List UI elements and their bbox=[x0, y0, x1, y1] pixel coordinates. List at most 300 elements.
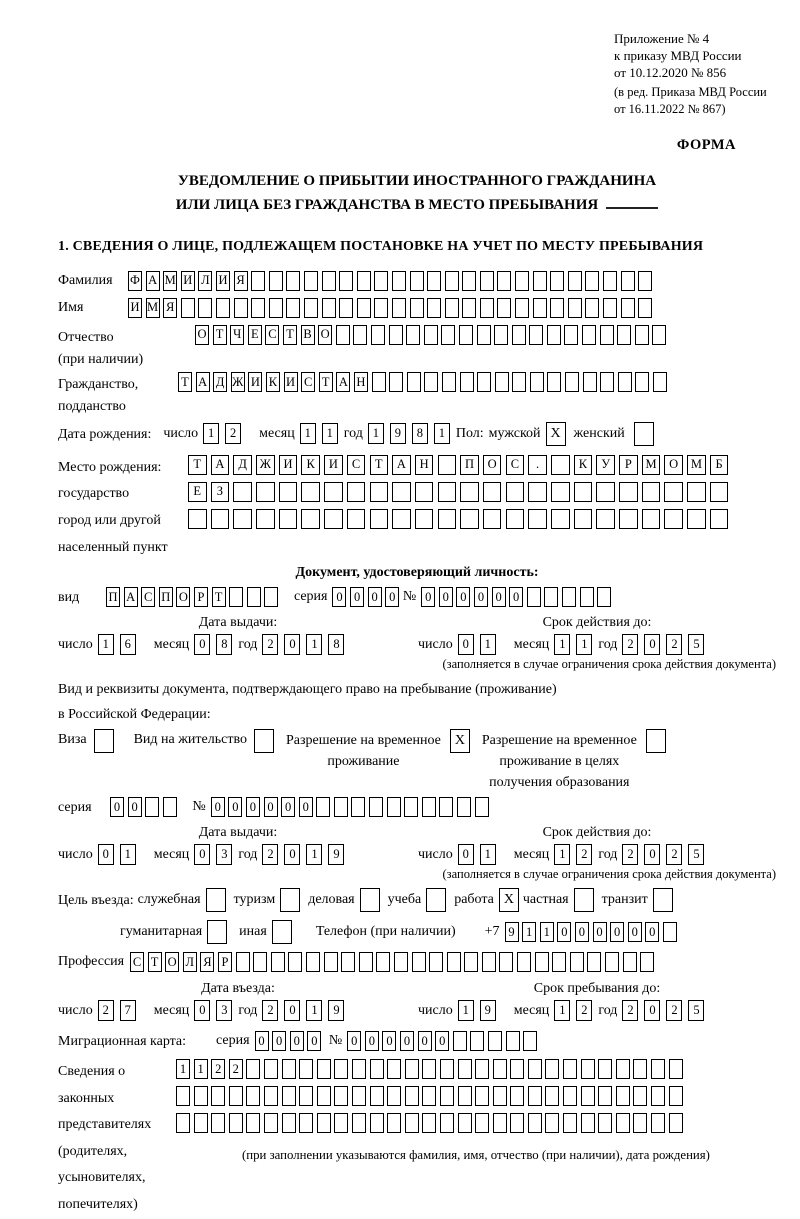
char-cell[interactable] bbox=[334, 1059, 348, 1079]
purpose-other-checkbox[interactable] bbox=[272, 920, 292, 944]
char-cell[interactable] bbox=[551, 455, 570, 475]
char-cell[interactable]: К bbox=[266, 372, 280, 392]
char-cell[interactable] bbox=[563, 1059, 577, 1079]
char-cell[interactable]: 0 bbox=[299, 797, 313, 817]
char-cell[interactable] bbox=[499, 952, 513, 972]
char-cell[interactable]: 0 bbox=[365, 1031, 379, 1051]
char-cell[interactable] bbox=[459, 325, 473, 345]
char-cell[interactable] bbox=[574, 482, 593, 502]
char-cell[interactable] bbox=[512, 325, 526, 345]
char-cell[interactable] bbox=[374, 271, 388, 291]
char-cell[interactable] bbox=[351, 797, 365, 817]
char-cell[interactable] bbox=[347, 509, 366, 529]
char-cell[interactable]: 2 bbox=[262, 634, 278, 655]
char-cell[interactable] bbox=[635, 325, 649, 345]
char-cell[interactable] bbox=[617, 325, 631, 345]
char-cell[interactable] bbox=[506, 509, 525, 529]
char-cell[interactable] bbox=[404, 797, 418, 817]
char-cell[interactable] bbox=[562, 587, 576, 607]
char-cell[interactable]: П bbox=[106, 587, 120, 607]
char-cell[interactable] bbox=[299, 1113, 313, 1133]
char-cell[interactable] bbox=[288, 952, 302, 972]
char-cell[interactable] bbox=[376, 952, 390, 972]
char-cell[interactable]: 9 bbox=[480, 1000, 496, 1021]
char-cell[interactable]: Л bbox=[198, 271, 212, 291]
char-cell[interactable]: И bbox=[284, 372, 298, 392]
char-cell[interactable] bbox=[585, 298, 599, 318]
char-cell[interactable] bbox=[664, 482, 683, 502]
char-cell[interactable] bbox=[510, 1086, 524, 1106]
char-cell[interactable]: 0 bbox=[211, 797, 225, 817]
char-cell[interactable]: 5 bbox=[688, 1000, 704, 1021]
char-cell[interactable]: 0 bbox=[439, 587, 453, 607]
char-cell[interactable]: М bbox=[687, 455, 706, 475]
char-cell[interactable] bbox=[462, 271, 476, 291]
char-cell[interactable]: Н bbox=[354, 372, 368, 392]
char-cell[interactable]: Т bbox=[370, 455, 389, 475]
char-cell[interactable] bbox=[710, 482, 729, 502]
char-cell[interactable] bbox=[246, 1113, 260, 1133]
char-cell[interactable]: Ф bbox=[128, 271, 142, 291]
char-cell[interactable]: 0 bbox=[418, 1031, 432, 1051]
char-cell[interactable] bbox=[279, 482, 298, 502]
char-cell[interactable]: 0 bbox=[307, 1031, 321, 1051]
char-cell[interactable]: 9 bbox=[328, 844, 344, 865]
char-cell[interactable]: С bbox=[141, 587, 155, 607]
char-cell[interactable]: 1 bbox=[300, 423, 316, 444]
char-cell[interactable]: А bbox=[196, 372, 210, 392]
char-cell[interactable] bbox=[286, 298, 300, 318]
char-cell[interactable] bbox=[347, 482, 366, 502]
char-cell[interactable]: С bbox=[265, 325, 279, 345]
char-cell[interactable] bbox=[642, 482, 661, 502]
char-cell[interactable]: 0 bbox=[644, 844, 660, 865]
char-cell[interactable] bbox=[269, 298, 283, 318]
char-cell[interactable]: 2 bbox=[622, 844, 638, 865]
char-cell[interactable]: О bbox=[318, 325, 332, 345]
char-cell[interactable] bbox=[512, 372, 526, 392]
char-cell[interactable] bbox=[638, 271, 652, 291]
char-cell[interactable] bbox=[563, 1113, 577, 1133]
char-cell[interactable]: 2 bbox=[622, 1000, 638, 1021]
char-cell[interactable] bbox=[598, 1086, 612, 1106]
char-cell[interactable]: И bbox=[128, 298, 142, 318]
char-cell[interactable]: 0 bbox=[575, 922, 589, 942]
char-cell[interactable] bbox=[483, 509, 502, 529]
char-cell[interactable]: И bbox=[279, 455, 298, 475]
char-cell[interactable] bbox=[422, 797, 436, 817]
char-cell[interactable] bbox=[251, 271, 265, 291]
purpose-official-checkbox[interactable] bbox=[206, 888, 226, 912]
char-cell[interactable] bbox=[563, 1086, 577, 1106]
char-cell[interactable] bbox=[528, 1059, 542, 1079]
char-cell[interactable]: Т bbox=[283, 325, 297, 345]
char-cell[interactable] bbox=[334, 1086, 348, 1106]
char-cell[interactable]: 1 bbox=[554, 1000, 570, 1021]
char-cell[interactable] bbox=[282, 1113, 296, 1133]
char-cell[interactable]: 2 bbox=[211, 1059, 225, 1079]
char-cell[interactable]: П bbox=[159, 587, 173, 607]
char-cell[interactable] bbox=[163, 797, 177, 817]
char-cell[interactable] bbox=[651, 1059, 665, 1079]
char-cell[interactable]: Я bbox=[234, 271, 248, 291]
char-cell[interactable] bbox=[497, 298, 511, 318]
char-cell[interactable]: 2 bbox=[666, 634, 682, 655]
char-cell[interactable] bbox=[462, 298, 476, 318]
char-cell[interactable] bbox=[545, 1086, 559, 1106]
char-cell[interactable] bbox=[515, 271, 529, 291]
char-cell[interactable] bbox=[585, 271, 599, 291]
char-cell[interactable]: 0 bbox=[557, 922, 571, 942]
char-cell[interactable] bbox=[550, 298, 564, 318]
char-cell[interactable]: С bbox=[347, 455, 366, 475]
char-cell[interactable]: Д bbox=[233, 455, 252, 475]
char-cell[interactable] bbox=[442, 372, 456, 392]
char-cell[interactable] bbox=[640, 952, 654, 972]
char-cell[interactable] bbox=[372, 372, 386, 392]
char-cell[interactable] bbox=[527, 587, 541, 607]
char-cell[interactable]: 0 bbox=[284, 1000, 300, 1021]
char-cell[interactable] bbox=[264, 1059, 278, 1079]
char-cell[interactable] bbox=[424, 325, 438, 345]
char-cell[interactable]: 0 bbox=[456, 587, 470, 607]
char-cell[interactable] bbox=[619, 482, 638, 502]
char-cell[interactable] bbox=[580, 587, 594, 607]
char-cell[interactable] bbox=[194, 1086, 208, 1106]
char-cell[interactable] bbox=[392, 509, 411, 529]
char-cell[interactable] bbox=[530, 372, 544, 392]
char-cell[interactable]: 8 bbox=[216, 634, 232, 655]
char-cell[interactable]: 1 bbox=[194, 1059, 208, 1079]
char-cell[interactable] bbox=[387, 797, 401, 817]
char-cell[interactable] bbox=[317, 1059, 331, 1079]
char-cell[interactable] bbox=[304, 298, 318, 318]
char-cell[interactable] bbox=[497, 271, 511, 291]
char-cell[interactable]: Т bbox=[148, 952, 162, 972]
char-cell[interactable] bbox=[603, 298, 617, 318]
char-cell[interactable] bbox=[581, 1086, 595, 1106]
char-cell[interactable]: 7 bbox=[120, 1000, 136, 1021]
char-cell[interactable]: 0 bbox=[644, 1000, 660, 1021]
char-cell[interactable]: 0 bbox=[610, 922, 624, 942]
char-cell[interactable] bbox=[415, 482, 434, 502]
char-cell[interactable] bbox=[389, 372, 403, 392]
char-cell[interactable] bbox=[269, 271, 283, 291]
char-cell[interactable] bbox=[194, 1113, 208, 1133]
char-cell[interactable]: 1 bbox=[458, 1000, 474, 1021]
char-cell[interactable]: Р bbox=[619, 455, 638, 475]
char-cell[interactable] bbox=[353, 325, 367, 345]
char-cell[interactable]: Т bbox=[178, 372, 192, 392]
char-cell[interactable] bbox=[369, 797, 383, 817]
char-cell[interactable]: И bbox=[324, 455, 343, 475]
char-cell[interactable] bbox=[510, 1113, 524, 1133]
visa-checkbox[interactable] bbox=[94, 729, 114, 753]
char-cell[interactable] bbox=[483, 482, 502, 502]
char-cell[interactable]: 5 bbox=[688, 634, 704, 655]
char-cell[interactable] bbox=[357, 271, 371, 291]
char-cell[interactable] bbox=[410, 271, 424, 291]
char-cell[interactable] bbox=[545, 1059, 559, 1079]
purpose-private-checkbox[interactable] bbox=[574, 888, 594, 912]
char-cell[interactable]: 9 bbox=[505, 922, 519, 942]
char-cell[interactable] bbox=[256, 509, 275, 529]
char-cell[interactable] bbox=[405, 1086, 419, 1106]
char-cell[interactable]: Н bbox=[415, 455, 434, 475]
char-cell[interactable] bbox=[339, 298, 353, 318]
char-cell[interactable] bbox=[653, 372, 667, 392]
char-cell[interactable] bbox=[282, 1086, 296, 1106]
char-cell[interactable] bbox=[515, 298, 529, 318]
char-cell[interactable] bbox=[581, 1059, 595, 1079]
char-cell[interactable] bbox=[669, 1059, 683, 1079]
char-cell[interactable]: Л bbox=[183, 952, 197, 972]
char-cell[interactable]: 0 bbox=[458, 844, 474, 865]
char-cell[interactable] bbox=[188, 509, 207, 529]
char-cell[interactable] bbox=[211, 1086, 225, 1106]
char-cell[interactable] bbox=[304, 271, 318, 291]
char-cell[interactable]: 0 bbox=[400, 1031, 414, 1051]
char-cell[interactable] bbox=[405, 1113, 419, 1133]
char-cell[interactable] bbox=[410, 298, 424, 318]
char-cell[interactable] bbox=[568, 271, 582, 291]
char-cell[interactable] bbox=[583, 372, 597, 392]
char-cell[interactable]: Е bbox=[248, 325, 262, 345]
char-cell[interactable] bbox=[547, 325, 561, 345]
char-cell[interactable] bbox=[422, 1086, 436, 1106]
char-cell[interactable]: 0 bbox=[382, 1031, 396, 1051]
char-cell[interactable]: 0 bbox=[246, 797, 260, 817]
char-cell[interactable] bbox=[551, 482, 570, 502]
char-cell[interactable]: . bbox=[528, 455, 547, 475]
char-cell[interactable] bbox=[264, 1113, 278, 1133]
purpose-transit-checkbox[interactable] bbox=[653, 888, 673, 912]
char-cell[interactable] bbox=[424, 372, 438, 392]
char-cell[interactable]: 1 bbox=[322, 423, 338, 444]
char-cell[interactable]: К bbox=[574, 455, 593, 475]
char-cell[interactable] bbox=[415, 509, 434, 529]
char-cell[interactable] bbox=[246, 1059, 260, 1079]
char-cell[interactable] bbox=[198, 298, 212, 318]
char-cell[interactable] bbox=[535, 952, 549, 972]
char-cell[interactable] bbox=[282, 1059, 296, 1079]
char-cell[interactable]: У bbox=[596, 455, 615, 475]
char-cell[interactable] bbox=[528, 1113, 542, 1133]
char-cell[interactable] bbox=[322, 271, 336, 291]
char-cell[interactable] bbox=[357, 298, 371, 318]
char-cell[interactable] bbox=[587, 952, 601, 972]
char-cell[interactable] bbox=[406, 325, 420, 345]
char-cell[interactable] bbox=[475, 1113, 489, 1133]
char-cell[interactable] bbox=[480, 271, 494, 291]
char-cell[interactable] bbox=[316, 797, 330, 817]
char-cell[interactable] bbox=[669, 1113, 683, 1133]
char-cell[interactable] bbox=[493, 1059, 507, 1079]
char-cell[interactable] bbox=[445, 271, 459, 291]
char-cell[interactable] bbox=[387, 1113, 401, 1133]
char-cell[interactable] bbox=[568, 298, 582, 318]
char-cell[interactable] bbox=[460, 482, 479, 502]
char-cell[interactable]: Ж bbox=[256, 455, 275, 475]
char-cell[interactable] bbox=[441, 325, 455, 345]
char-cell[interactable]: Ч bbox=[230, 325, 244, 345]
char-cell[interactable] bbox=[687, 482, 706, 502]
char-cell[interactable] bbox=[633, 1086, 647, 1106]
char-cell[interactable] bbox=[322, 298, 336, 318]
char-cell[interactable] bbox=[145, 797, 159, 817]
char-cell[interactable]: 2 bbox=[576, 1000, 592, 1021]
char-cell[interactable] bbox=[233, 482, 252, 502]
char-cell[interactable] bbox=[234, 298, 248, 318]
char-cell[interactable]: О bbox=[195, 325, 209, 345]
char-cell[interactable] bbox=[458, 1086, 472, 1106]
residence-permit-checkbox[interactable] bbox=[254, 729, 274, 753]
char-cell[interactable]: 0 bbox=[332, 587, 346, 607]
char-cell[interactable] bbox=[460, 372, 474, 392]
char-cell[interactable] bbox=[529, 325, 543, 345]
char-cell[interactable] bbox=[370, 1086, 384, 1106]
char-cell[interactable] bbox=[633, 1113, 647, 1133]
char-cell[interactable]: С bbox=[301, 372, 315, 392]
char-cell[interactable]: Т bbox=[212, 587, 226, 607]
char-cell[interactable] bbox=[687, 509, 706, 529]
char-cell[interactable]: З bbox=[211, 482, 230, 502]
char-cell[interactable] bbox=[616, 1059, 630, 1079]
purpose-tourism-checkbox[interactable] bbox=[280, 888, 300, 912]
char-cell[interactable] bbox=[582, 325, 596, 345]
char-cell[interactable] bbox=[438, 455, 457, 475]
char-cell[interactable] bbox=[392, 298, 406, 318]
char-cell[interactable] bbox=[564, 325, 578, 345]
char-cell[interactable]: 1 bbox=[576, 634, 592, 655]
char-cell[interactable] bbox=[447, 952, 461, 972]
char-cell[interactable] bbox=[651, 1086, 665, 1106]
char-cell[interactable]: 2 bbox=[98, 1000, 114, 1021]
char-cell[interactable] bbox=[301, 509, 320, 529]
char-cell[interactable]: 1 bbox=[176, 1059, 190, 1079]
char-cell[interactable]: О bbox=[664, 455, 683, 475]
char-cell[interactable] bbox=[663, 922, 677, 942]
char-cell[interactable] bbox=[506, 1031, 520, 1051]
char-cell[interactable] bbox=[359, 952, 373, 972]
purpose-business-checkbox[interactable] bbox=[360, 888, 380, 912]
char-cell[interactable] bbox=[352, 1113, 366, 1133]
char-cell[interactable]: 2 bbox=[666, 844, 682, 865]
char-cell[interactable] bbox=[370, 482, 389, 502]
char-cell[interactable]: 0 bbox=[98, 844, 114, 865]
char-cell[interactable] bbox=[475, 797, 489, 817]
char-cell[interactable] bbox=[621, 271, 635, 291]
char-cell[interactable] bbox=[551, 509, 570, 529]
char-cell[interactable]: 1 bbox=[203, 423, 219, 444]
char-cell[interactable] bbox=[279, 509, 298, 529]
char-cell[interactable] bbox=[710, 509, 729, 529]
char-cell[interactable] bbox=[458, 1059, 472, 1079]
char-cell[interactable] bbox=[389, 325, 403, 345]
char-cell[interactable]: 8 bbox=[328, 634, 344, 655]
char-cell[interactable]: 0 bbox=[492, 587, 506, 607]
char-cell[interactable] bbox=[552, 952, 566, 972]
char-cell[interactable]: Р bbox=[194, 587, 208, 607]
char-cell[interactable] bbox=[422, 1059, 436, 1079]
char-cell[interactable]: 2 bbox=[262, 1000, 278, 1021]
char-cell[interactable] bbox=[598, 1059, 612, 1079]
char-cell[interactable]: П bbox=[460, 455, 479, 475]
char-cell[interactable]: Т bbox=[319, 372, 333, 392]
char-cell[interactable] bbox=[493, 1086, 507, 1106]
char-cell[interactable]: А bbox=[211, 455, 230, 475]
char-cell[interactable] bbox=[374, 298, 388, 318]
char-cell[interactable]: 0 bbox=[255, 1031, 269, 1051]
char-cell[interactable]: 3 bbox=[216, 844, 232, 865]
char-cell[interactable]: 1 bbox=[368, 423, 384, 444]
char-cell[interactable]: 0 bbox=[509, 587, 523, 607]
char-cell[interactable]: 1 bbox=[480, 844, 496, 865]
char-cell[interactable]: 0 bbox=[194, 1000, 210, 1021]
char-cell[interactable]: Е bbox=[188, 482, 207, 502]
char-cell[interactable]: 0 bbox=[290, 1031, 304, 1051]
char-cell[interactable] bbox=[352, 1059, 366, 1079]
char-cell[interactable]: Р bbox=[218, 952, 232, 972]
char-cell[interactable]: О bbox=[176, 587, 190, 607]
char-cell[interactable] bbox=[619, 509, 638, 529]
char-cell[interactable] bbox=[523, 1031, 537, 1051]
char-cell[interactable] bbox=[598, 1113, 612, 1133]
char-cell[interactable] bbox=[439, 797, 453, 817]
char-cell[interactable] bbox=[477, 372, 491, 392]
char-cell[interactable] bbox=[470, 1031, 484, 1051]
char-cell[interactable] bbox=[642, 509, 661, 529]
char-cell[interactable] bbox=[453, 1031, 467, 1051]
char-cell[interactable]: А bbox=[392, 455, 411, 475]
char-cell[interactable]: 0 bbox=[347, 1031, 361, 1051]
char-cell[interactable]: О bbox=[165, 952, 179, 972]
char-cell[interactable]: 1 bbox=[554, 634, 570, 655]
char-cell[interactable]: Б bbox=[710, 455, 729, 475]
char-cell[interactable] bbox=[533, 271, 547, 291]
char-cell[interactable]: 0 bbox=[593, 922, 607, 942]
char-cell[interactable]: О bbox=[483, 455, 502, 475]
char-cell[interactable] bbox=[317, 1086, 331, 1106]
char-cell[interactable] bbox=[493, 1113, 507, 1133]
char-cell[interactable] bbox=[664, 509, 683, 529]
char-cell[interactable] bbox=[286, 271, 300, 291]
char-cell[interactable] bbox=[440, 1086, 454, 1106]
char-cell[interactable] bbox=[352, 1086, 366, 1106]
char-cell[interactable] bbox=[211, 509, 230, 529]
char-cell[interactable] bbox=[475, 1059, 489, 1079]
char-cell[interactable] bbox=[412, 952, 426, 972]
char-cell[interactable] bbox=[176, 1113, 190, 1133]
char-cell[interactable] bbox=[336, 325, 350, 345]
char-cell[interactable] bbox=[596, 509, 615, 529]
char-cell[interactable] bbox=[264, 587, 278, 607]
char-cell[interactable]: 1 bbox=[480, 634, 496, 655]
char-cell[interactable] bbox=[264, 1086, 278, 1106]
char-cell[interactable]: 2 bbox=[225, 423, 241, 444]
char-cell[interactable] bbox=[570, 952, 584, 972]
char-cell[interactable]: К bbox=[301, 455, 320, 475]
char-cell[interactable] bbox=[324, 482, 343, 502]
char-cell[interactable]: 0 bbox=[628, 922, 642, 942]
char-cell[interactable]: 5 bbox=[688, 844, 704, 865]
char-cell[interactable]: В bbox=[301, 325, 315, 345]
char-cell[interactable] bbox=[324, 509, 343, 529]
char-cell[interactable]: 9 bbox=[328, 1000, 344, 1021]
char-cell[interactable] bbox=[251, 298, 265, 318]
char-cell[interactable] bbox=[317, 1113, 331, 1133]
char-cell[interactable] bbox=[387, 1086, 401, 1106]
